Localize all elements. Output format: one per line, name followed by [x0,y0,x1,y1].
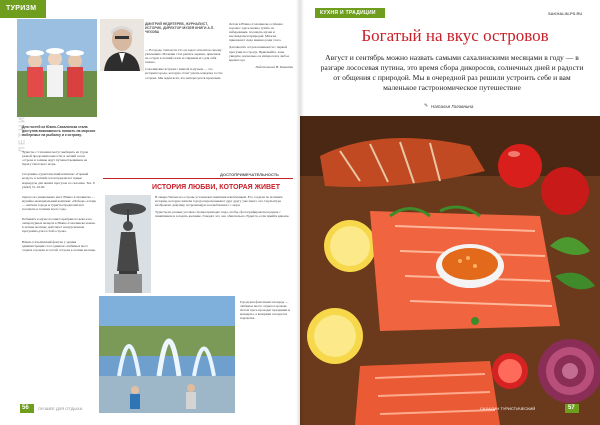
sidebar-block: Южно-Сахалинский фонтан у здания администрации стал одним из любимых мест отдыха горожан и гостей острова в летние месяцы. [22,239,96,252]
page-number: 57 [568,405,575,411]
interview-header: ДМИТРИЙ НЕДЯТЕРЕВ, ЖУРНАЛИСТ, ИСТОРИК, ДИРЕКТОР МУЗЕЯ КНИГИ А.П. ЧЕХОВА [145,22,215,35]
sidebar-column [22,150,96,252]
sight-rule [103,178,293,179]
footer-text: САХАЛИН ТУРИСТИЧЕСКИЙ [480,406,536,411]
sidebar-block: Одного из уникальных мест Южно-Сахалинска — музейно-мемориальный комплекс «Победа» и парк — жители города и туристы предпочитают посещать в течение всего года. [22,194,96,212]
love-paragraph: Туристы из разных уголков страны приходят сюда, чтобы сфотографироваться рядом с памятником и загадать желание. Говорят, что оно обязательно сбудется, если прийти вдвоем. [155,210,290,219]
site-url: SAKHALIN-PS.RU [548,11,583,16]
section-tag-label: КУХНЯ И ТРАДИЦИИ [320,10,376,16]
interview-paragraph: Летом в Южно-Сахалинске особенно хорошо: здесь можно гулять по набережным, посещать музеи и наслаждаться природой. Многие приезжают сюда именно ради этого. [229,22,283,43]
interview-portrait [100,19,144,71]
article-title: Богатый на вкус островов [361,26,549,45]
statue-photo [105,195,151,293]
right-page [300,0,600,425]
author-pen-icon: ✎ [424,103,429,109]
sight-tag: ДОСТОПРИМЕЧАТЕЛЬНОСТЬ [220,172,280,177]
fountain-text: Городская фонтанная площадь — любимое место отдыха горожан. Летом здесь проходят праздники и концерты, а вечерами загорается подсветка. [240,300,291,321]
gutter [296,0,304,425]
interview-column-2 [229,22,293,69]
love-text [155,195,295,218]
interview-paragraph: Сахалинские встречи с книгой и музеем — это история города, которую стоит узнать каждому гостю острова. Мы ждем всех, кто интересуется прошлым. [145,67,223,80]
sidebar-block: Спортивно-туристический комплекс «Горный воздух» в летний сезон предлагает новые маршруты для пеших прогулок по склонам. Тел. 8 (4242) 51-19-00. [22,172,95,189]
love-paragraph: В сквере Чехова на острове установлен памятник влюбленным. Его создали по мотивам истории, которую жители города пересказывают друг другу уже много лет. Скульптура изображает девушку, встречающую возлюбленного с моря. [155,195,283,208]
group-photo [17,19,97,117]
fountain-photo [99,296,235,413]
salmon-photo [300,116,600,425]
photo-caption: Для гостей из Южно-Сахалинска стала доступна возможность попасть на морское побережье на рыбалку и к острову. [22,125,96,138]
love-title: ИСТОРИЯ ЛЮБВИ, КОТОРАЯ ЖИВЕТ [152,184,280,191]
footer-text: ЛУЧШЕЕ ДЛЯ ОТДЫХА [38,406,83,411]
section-tag-label: ТУРИЗМ [6,5,37,12]
article-lead: Август и сентябрь можно назвать самыми сахалинскими месяцами в году — в разгаре лососевая путина, это время сбора дикоросов, солнечных дней и радости от общения с природой. Мы в очередной раз решили устроить себе и вам маленькое гастрономическое путешествие [320,53,584,92]
interview-paragraph: Для многих остров начинается с первой прогулки по городу. Приезжайте, и вы увидите, насколько он интересен в любое время года. [229,45,290,62]
sidebar-block: Туристы с Сахалина могут выбирать из туров разной продолжительности; в летний сезон острова и заливы ждут путешественников на берегу Охотского моря. [22,150,88,167]
interview-paragraph: — В городе считается что он задал отпечаток своему увлечению. Мальчик стал решать заранее, приезжая на остров в летний сезон и открывая его для себя заново. [145,48,222,65]
page-number: 56 [22,405,29,411]
interview-signature: Подготовила Н. Ковалёва [255,64,293,69]
author-name: Наталья Головнина [431,104,474,109]
interview-column-1 [145,48,223,80]
sidebar-block: Побывать в музее поэзии Серебряного века и на литературных вечерах в Южно-Сахалинске можно в летние месяцы; действует экскурсионная программа для гостей острова. [22,217,96,234]
